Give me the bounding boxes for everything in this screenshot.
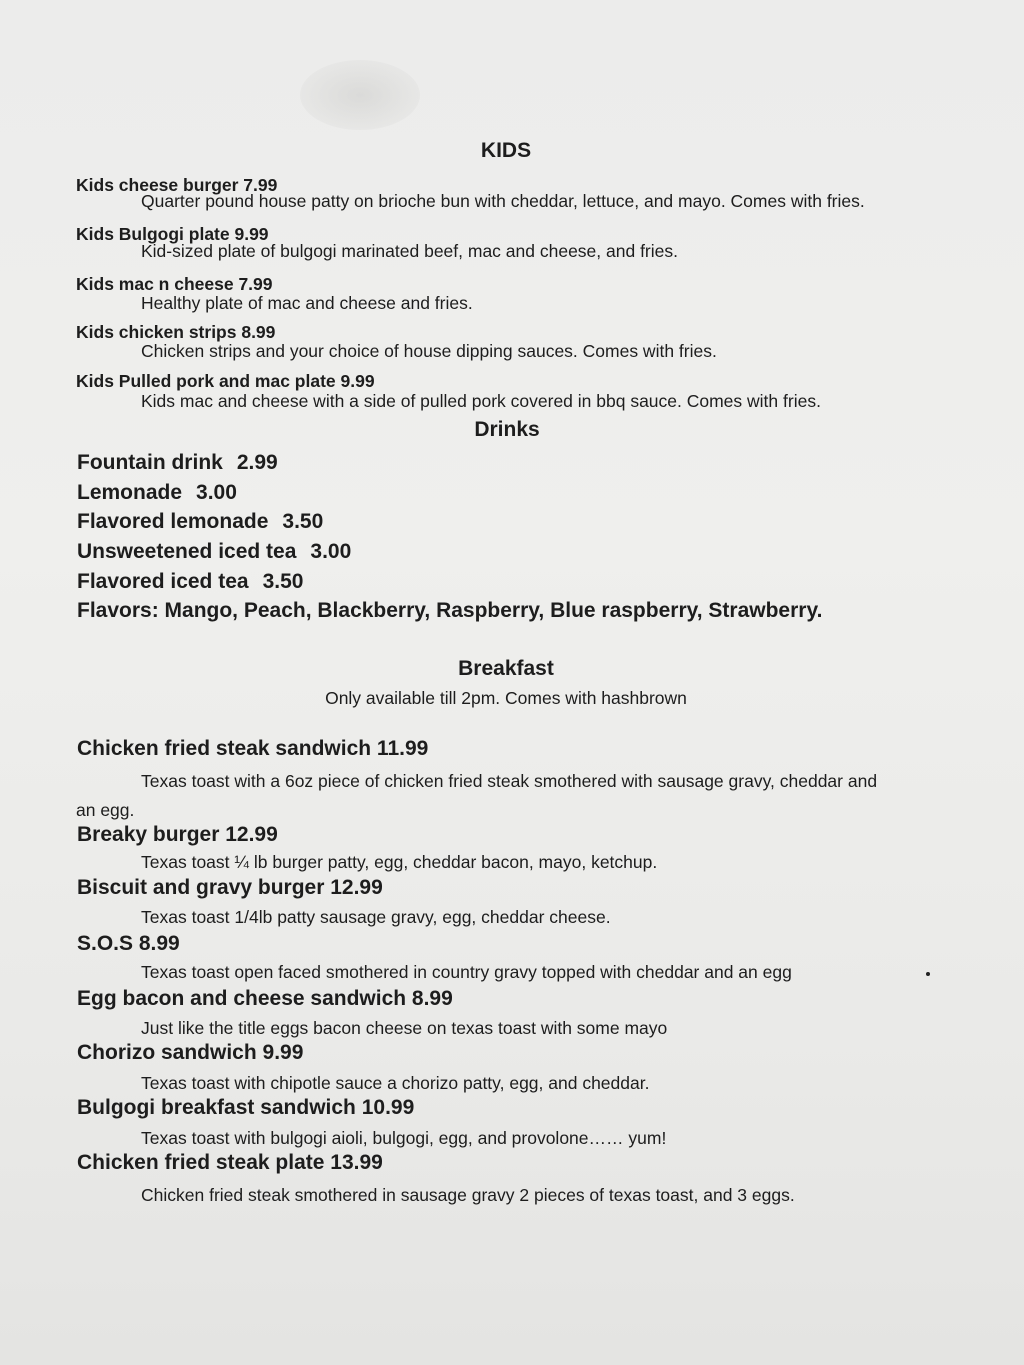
breakfast-item-desc: Texas toast ¼ lb burger patty, egg, cheddar bacon, mayo, ketchup. (141, 852, 658, 872)
drink-price: 3.50 (262, 570, 304, 593)
kids-item-desc: Kid-sized plate of bulgogi marinated beef, mac and cheese, and fries. (141, 241, 678, 261)
breakfast-item-desc-wrap: an egg. (76, 800, 135, 820)
breakfast-note: Only available till 2pm. Comes with hashbrown (325, 688, 687, 708)
kids-item-desc: Healthy plate of mac and cheese and fries. (141, 293, 473, 313)
kids-item-desc: Chicken strips and your choice of house dipping sauces. Comes with fries. (141, 341, 717, 361)
drink-name: Flavored lemonade (77, 510, 269, 533)
drink-item (77, 451, 278, 475)
breakfast-item-desc: Texas toast with a 6oz piece of chicken fried steak smothered with sausage gravy, cheddar and (141, 771, 878, 791)
drink-price: 3.50 (282, 510, 324, 533)
kids-item-name: Kids Pulled pork and mac plate 9.99 (76, 371, 375, 391)
breakfast-item-name: Bulgogi breakfast sandwich 10.99 (77, 1096, 415, 1119)
breakfast-item-name: Chicken fried steak plate 13.99 (77, 1151, 383, 1174)
kids-item-name: Kids chicken strips 8.99 (76, 322, 276, 342)
drinks-section-title: Drinks (474, 418, 540, 441)
drink-name: Lemonade (77, 481, 183, 504)
kids-item-name: Kids cheese burger 7.99 (76, 175, 278, 195)
paper-speck (926, 972, 930, 976)
drink-price: 3.00 (196, 481, 237, 504)
kids-section-title: KIDS (480, 139, 532, 162)
drink-item (77, 481, 237, 505)
drink-flavors: Flavors: Mango, Peach, Blackberry, Raspberry, Blue raspberry, Strawberry. (77, 599, 823, 622)
breakfast-item-name: Chicken fried steak sandwich 11.99 (77, 737, 429, 760)
breakfast-item-desc: Just like the title eggs bacon cheese on texas toast with some mayo (141, 1018, 668, 1038)
drink-item (77, 540, 351, 564)
kids-item-name: Kids Bulgogi plate 9.99 (76, 224, 269, 244)
kids-item-desc: Kids mac and cheese with a side of pulled pork covered in bbq sauce. Comes with fries. (141, 391, 821, 411)
drink-price: 3.00 (310, 540, 352, 563)
breakfast-item-desc: Texas toast with chipotle sauce a chorizo patty, egg, and cheddar. (141, 1073, 650, 1093)
drink-item (77, 570, 303, 594)
drink-name: Fountain drink (77, 451, 223, 474)
paper-shadow (300, 60, 420, 130)
breakfast-item-name: Egg bacon and cheese sandwich 8.99 (77, 987, 453, 1010)
breakfast-item-desc: Texas toast 1/4lb patty sausage gravy, egg, cheddar cheese. (141, 907, 611, 927)
breakfast-item-name: S.O.S 8.99 (77, 932, 180, 955)
breakfast-section-title: Breakfast (458, 657, 554, 680)
drink-name: Flavored iced tea (77, 570, 249, 593)
breakfast-item-desc: Texas toast open faced smothered in country gravy topped with cheddar and an egg (141, 962, 792, 982)
drink-item (77, 510, 323, 534)
breakfast-item-name: Chorizo sandwich 9.99 (77, 1041, 304, 1064)
breakfast-item-name: Breaky burger 12.99 (77, 823, 278, 846)
breakfast-item-desc: Chicken fried steak smothered in sausage gravy 2 pieces of texas toast, and 3 eggs. (141, 1185, 795, 1205)
drink-price: 2.99 (236, 451, 278, 474)
kids-item-desc: Quarter pound house patty on brioche bun with cheddar, lettuce, and mayo. Comes with fries. (141, 191, 865, 211)
kids-item-name: Kids mac n cheese 7.99 (76, 274, 273, 294)
breakfast-item-desc: Texas toast with bulgogi aioli, bulgogi, egg, and provolone…… yum! (141, 1128, 667, 1148)
drink-name: Unsweetened iced tea (77, 540, 297, 563)
breakfast-item-name: Biscuit and gravy burger 12.99 (77, 876, 383, 899)
